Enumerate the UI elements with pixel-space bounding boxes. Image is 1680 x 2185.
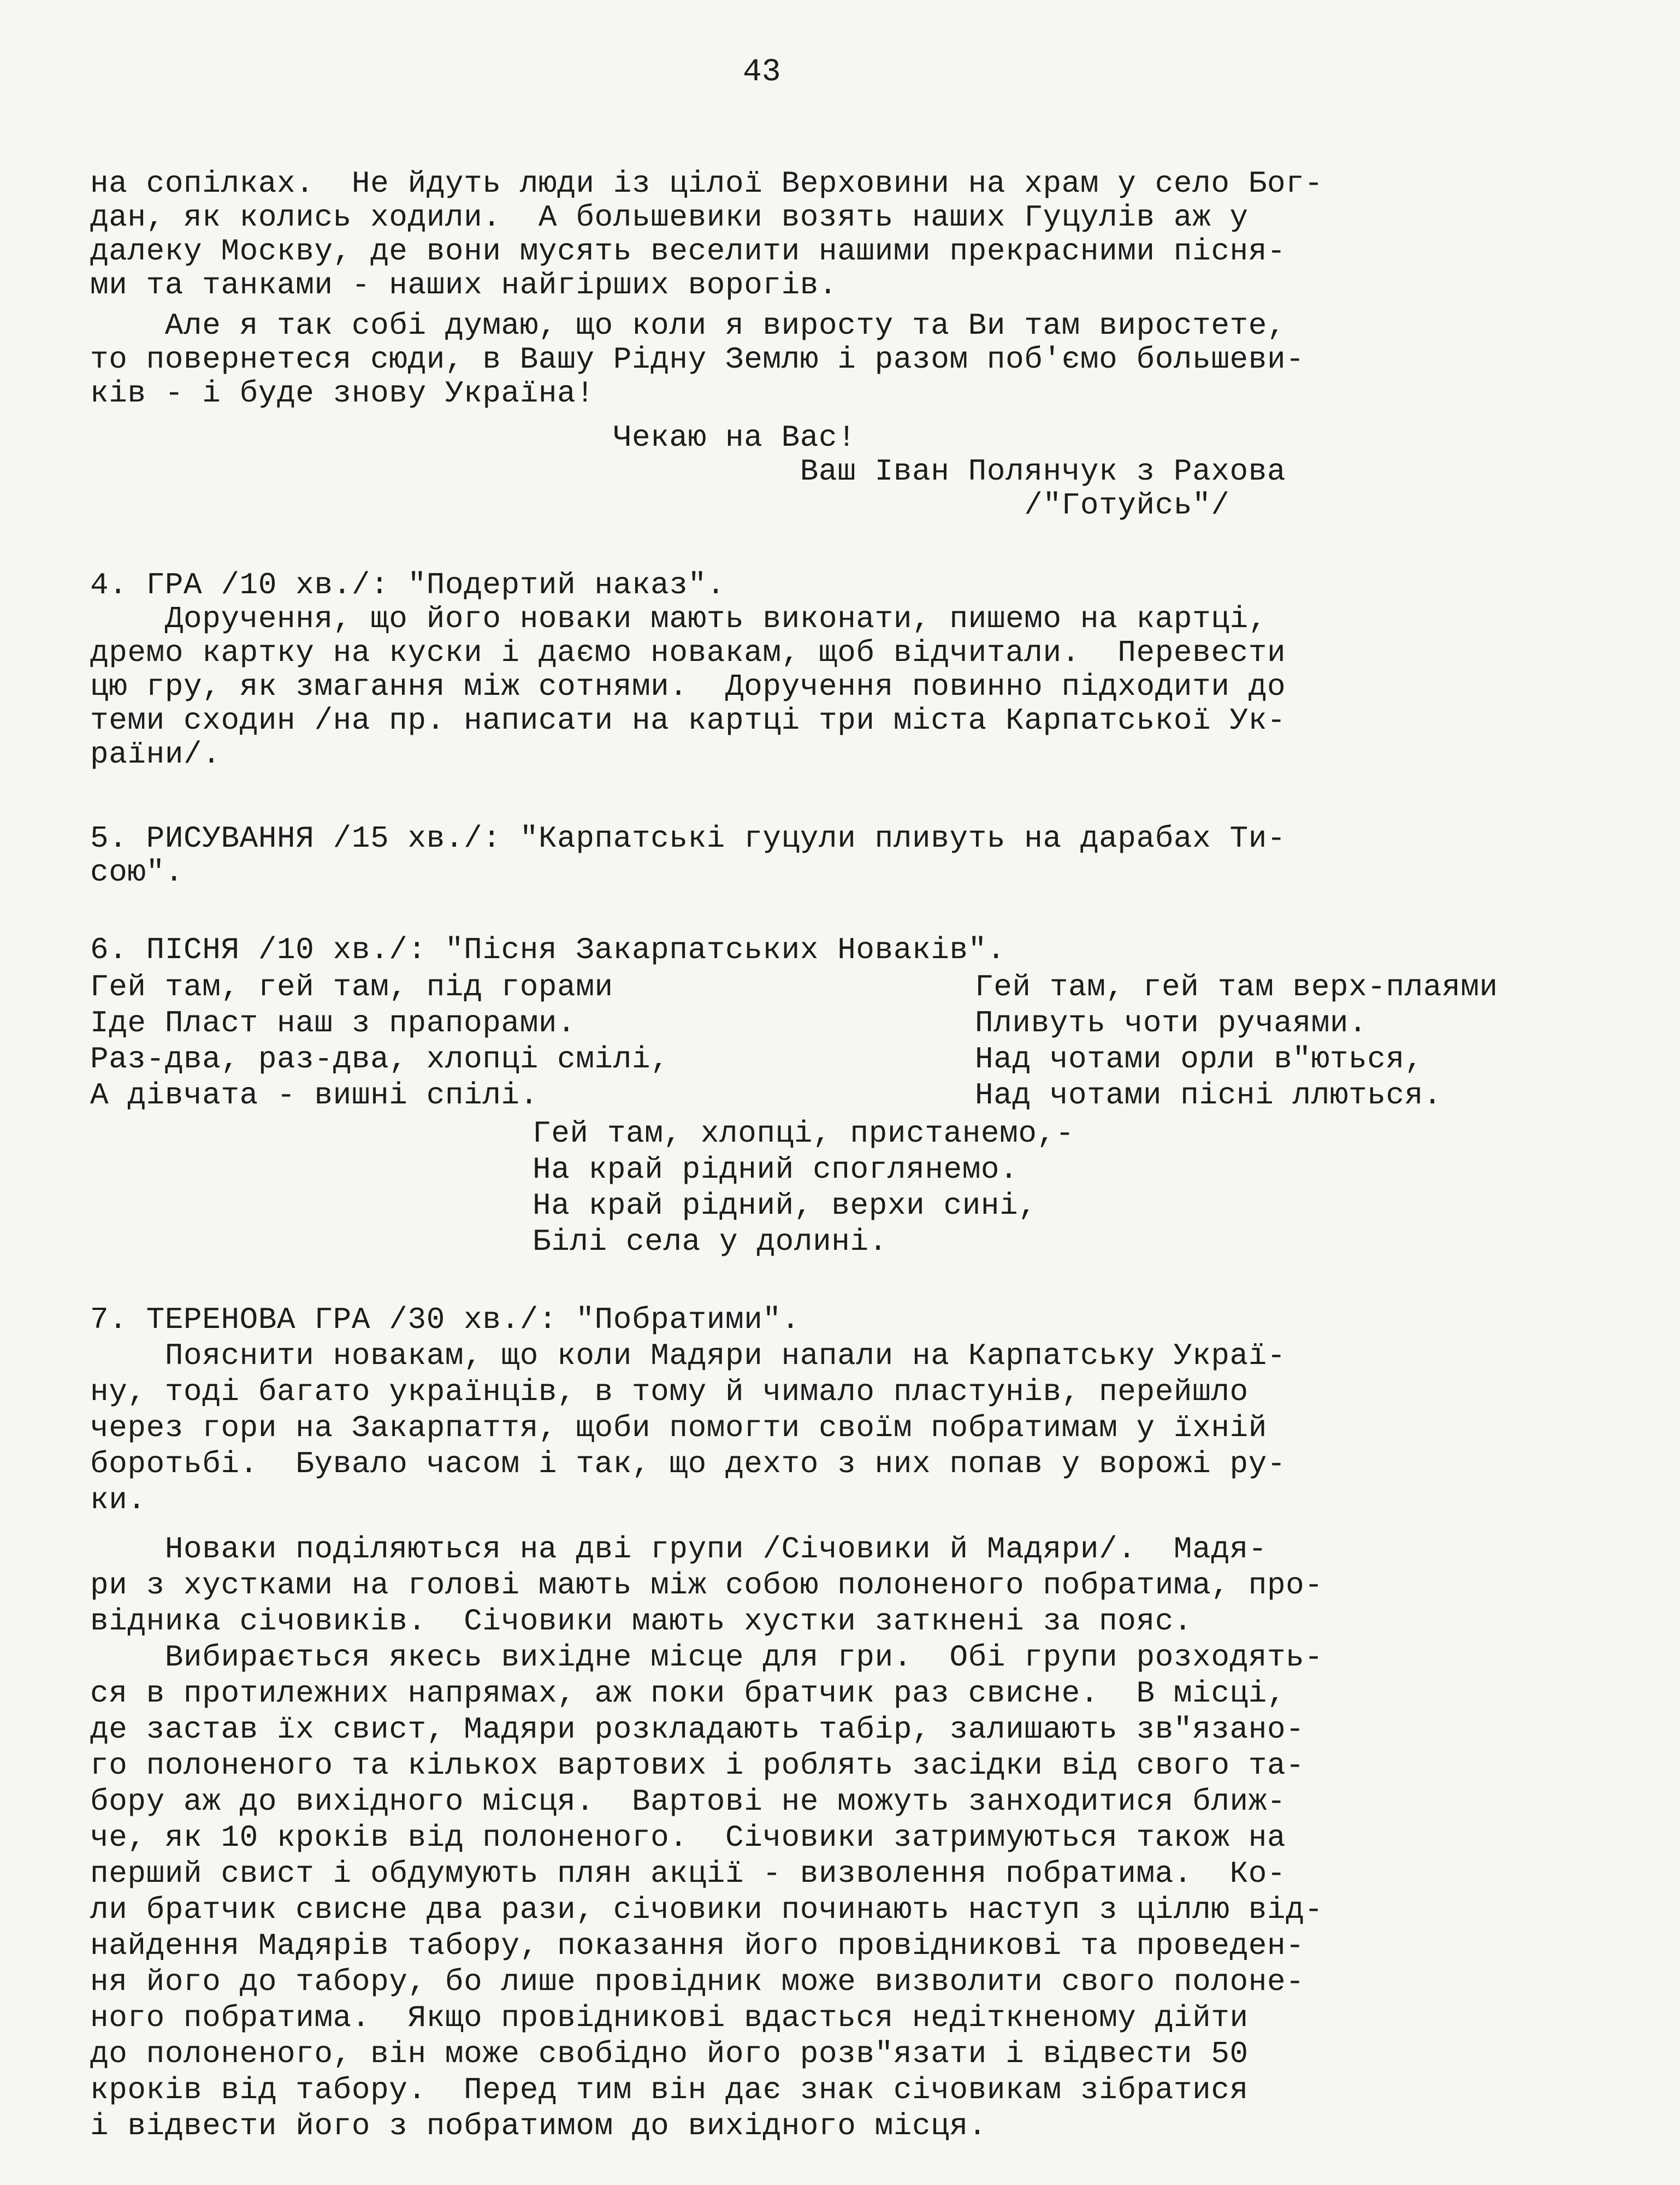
text-line: ного побратима. Якщо провідникові вдасться недіткненому дійти (90, 2000, 1249, 2035)
letter-signature-motto: /"Готуйсь"/ (90, 488, 1230, 523)
text-line: ми та танками - наших найгірших ворогів. (90, 268, 838, 303)
page-number: 43 (743, 55, 781, 90)
text-line: і відвести його з побратимом до вихідного місця. (90, 2109, 987, 2143)
text-line: го полоненого та кількох вартових і роблять засідки від свого та- (90, 1748, 1305, 1783)
section-heading: 7. ТЕРЕНОВА ГРА /30 хв./: "Побратими". (90, 1302, 800, 1337)
text-line: дремо картку на куски і даємо новакам, щоб відчитали. Перевести (90, 635, 1286, 670)
text-line: до полоненого, він може свобідно його розв"язати і відвести 50 (90, 2036, 1249, 2071)
song-left-line: Раз-два, раз-два, хлопці смілі, (90, 1042, 670, 1077)
song-right-line: Пливуть чоти ручаями. (975, 1006, 1368, 1041)
text-line: Пояснити новакам, що коли Мадяри напали на Карпатську Украї- (90, 1338, 1286, 1373)
text-line: ли братчик свисне два рази, січовики починають наступ з ціллю від- (90, 1892, 1323, 1927)
text-line: ри з хустками на голові мають між собою полоненого побратима, про- (90, 1568, 1323, 1603)
text-line: відника січовиків. Січовики мають хустки заткнені за пояс. (90, 1604, 1193, 1639)
song-right-line: Гей там, гей там верх-плаями (975, 970, 1498, 1005)
text-line: цю гру, як змагання між сотнями. Доручення повинно підходити до (90, 669, 1286, 704)
section-heading: 4. ГРА /10 хв./: "Подертий наказ". (90, 568, 725, 603)
song-left-line: А дівчата - вишні спілі. (90, 1078, 539, 1113)
text-line: далеку Москву, де вони мусять веселити нашими прекрасними пісня- (90, 234, 1286, 269)
text-line: боротьбі. Бувало часом і так, що дехто з них попав у ворожі ру- (90, 1446, 1286, 1481)
song-chorus-line: Гей там, хлопці, пристанемо,- (533, 1116, 1074, 1151)
text-line: Новаки поділяються на дві групи /Січовики й Мадяри/. Мадя- (90, 1532, 1267, 1567)
text-line: кроків від табору. Перед тим він дає знак січовикам зібратися (90, 2072, 1249, 2107)
text-line: через гори на Закарпаття, щоби помогти своїм побратимам у їхній (90, 1410, 1267, 1445)
text-line: Доручення, що його новаки мають виконати, пишемо на картці, (90, 601, 1267, 636)
text-line: ків - і буде знову Україна! (90, 376, 595, 411)
text-line: Вибирається якесь вихідне місце для гри. Обі групи розходять- (90, 1640, 1323, 1675)
song-chorus-line: На край рідний, верхи сині, (533, 1188, 1037, 1223)
section-heading: 5. РИСУВАННЯ /15 хв./: "Карпатські гуцули пливуть на дарабах Ти- (90, 821, 1286, 856)
text-line: че, як 10 кроків від полоненого. Січовики затримуються також на (90, 1820, 1286, 1855)
text-line: найдення Мадярів табору, показання його провідникові та проведен- (90, 1928, 1305, 1963)
letter-signature: Ваш Іван Полянчук з Рахова (90, 454, 1286, 489)
text-line: ки. (90, 1483, 146, 1517)
letter-closing: Чекаю на Вас! (90, 420, 856, 455)
text-line: Але я так собі думаю, що коли я виросту та Ви там виростете, (90, 308, 1286, 343)
text-line: раїни/. (90, 737, 221, 772)
song-right-line: Над чотами пісні ллються. (975, 1078, 1442, 1113)
text-line: то повернетеся сюди, в Вашу Рідну Землю і разом поб'ємо большеви- (90, 342, 1305, 377)
song-chorus-line: Білі села у долині. (533, 1224, 888, 1259)
text-line: перший свист і обдумують плян акції - визволення побратима. Ко- (90, 1856, 1286, 1891)
song-right-line: Над чотами орли в"ються, (975, 1042, 1423, 1077)
text-line: де застав їх свист, Мадяри розкладають табір, залишають зв"язано- (90, 1712, 1305, 1747)
song-left-line: Іде Пласт наш з прапорами. (90, 1006, 576, 1041)
text-line: теми сходин /на пр. написати на картці три міста Карпатської Ук- (90, 703, 1286, 738)
text-line: бору аж до вихідного місця. Вартові не можуть занходитися ближ- (90, 1784, 1286, 1819)
text-line: сою". (90, 855, 184, 890)
text-line: на сопілках. Не йдуть люди із цілої Верховини на храм у село Бог- (90, 166, 1323, 201)
text-line: ся в протилежних напрямах, аж поки братчик раз свисне. В місці, (90, 1676, 1286, 1711)
section-heading: 6. ПІСНЯ /10 хв./: "Пісня Закарпатських Новаків". (90, 932, 1006, 967)
text-line: ну, тоді багато українців, в тому й чимало пластунів, перейшло (90, 1374, 1249, 1409)
song-chorus-line: На край рідний споглянемо. (533, 1152, 1019, 1187)
text-line: дан, як колись ходили. А большевики возять наших Гуцулів аж у (90, 200, 1249, 235)
text-line: ня його до табору, бо лише провідник може визволити свого полоне- (90, 1964, 1305, 1999)
song-left-line: Гей там, гей там, під горами (90, 970, 613, 1005)
